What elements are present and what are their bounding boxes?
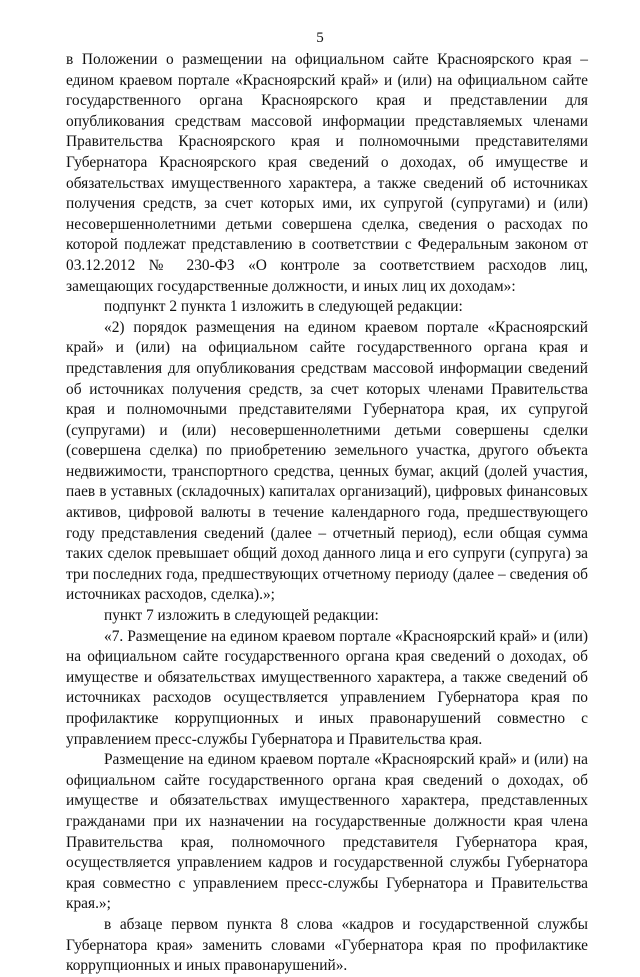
paragraph-point-7-intro: пункт 7 изложить в следующей редакции:	[104, 607, 379, 625]
paragraph-point-7-second: Размещение на едином краевом портале «Красноярский край» и (или) на официальном сайте государственного органа края сведений о доходах, об имуществе и обязательствах имущественного характера, представленных гражданами при их назначении на государственные должности края члена Правительства края, полномочного представителя Губернатора края, осуществляется управлением кадров и государственной службы Губернатора края совместно с управлением пресс-службы Губернатора и Правительства края.»;	[66, 751, 588, 913]
paragraph-regulation-title: в Положении о размещении на официальном сайте Красноярского края – едином краевом портале «Красноярский край» и (или) на официальном сайте государственного органа Красноярского края и представлении для опубликования средствам массовой информации представляемых членами Правительства Красноярского края и полномочными представителями Губернатора Красноярского края сведений о доходах, об имуществе и обязательствах имущественного характера, а также сведений об источниках получения средств, за счет которых ими, их супругой (супругами) и (или) несовершеннолетними детьми совершена сделка, сведения о расходах по которой подлежат представлению в соответствии с Федеральным законом от 03.12.2012 № 230-ФЗ «О контроле за соответствием расходов лиц, замещающих государственные должности, и иных лиц их доходам»:	[66, 51, 588, 295]
paragraph-point-7-text: «7. Размещение на едином краевом портале «Красноярский край» и (или) на официальном сайте государственного органа края сведений о доходах, об имуществе и обязательствах имущественного характера, а также сведений об источниках расходов осуществляется управлением Губернатора края по профилактике коррупционных и иных правонарушений совместно с управлением пресс-службы Губернатора и Правительства края.	[66, 627, 588, 748]
paragraph-point-8-change: в абзаце первом пункта 8 слова «кадров и государственной службы Губернатора края» заменить словами «Губернатора края по профилактике коррупционных и иных правонарушений».	[66, 915, 588, 975]
document-body	[66, 50, 588, 977]
paragraph-subpoint-2-text: «2) порядок размещения на едином краевом портале «Красноярский край» и (или) на официальном сайте государственного органа края и представления для опубликования средствам массовой информации сведений об источниках получения средств, за счет которых членами Правительства края и полномочными представителями Губернатора края, их супругой (супругами) и (или) несовершеннолетними детьми совершены сделки (совершена сделка) по приобретению земельного участка, другого объекта недвижимости, транспортного средства, ценных бумаг, акций (долей участия, паев в уставных (складочных) капиталах организаций), цифровых финансовых активов, цифровой валюты в течение календарного года, предшествующего году представления сведений (далее – отчетный период), если общая сумма таких сделок превышает общий доход данного лица и его супруги (супруга) за три последних года, предшествующих отчетному периоду (далее – сведения об источниках расходов, сделка).»;	[66, 318, 588, 604]
page-number: 5	[316, 30, 324, 46]
paragraph-subpoint-2-intro: подпункт 2 пункта 1 изложить в следующей редакции:	[104, 298, 463, 316]
